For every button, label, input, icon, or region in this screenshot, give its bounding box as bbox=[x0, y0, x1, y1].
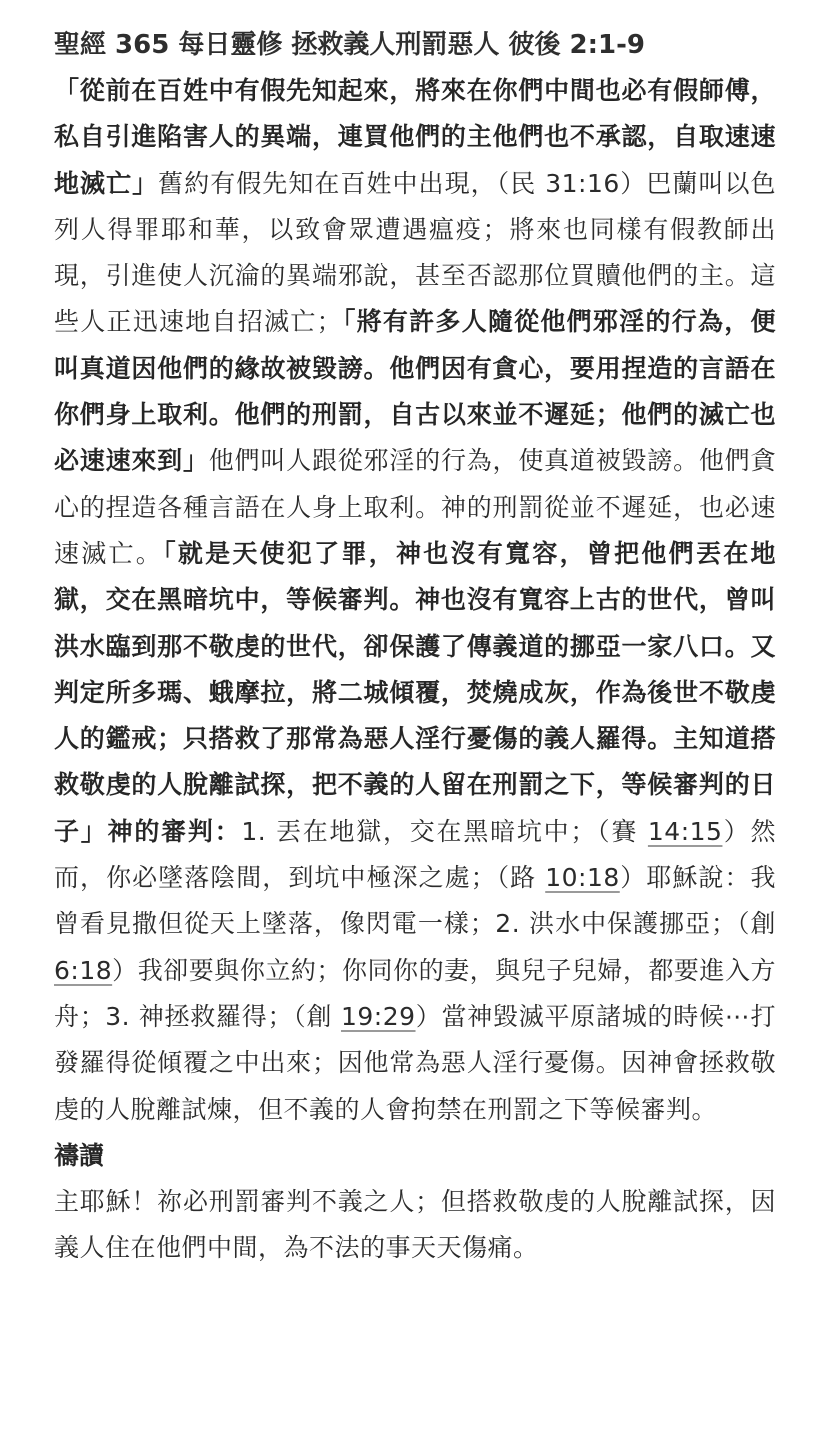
commentary-7: ）當神毀滅平原諸城的時候⋯打發羅得從傾覆之中出來；因他常為惡人淫行憂傷。因神會拯救敬虔的人脫離試煉，但不義的人會拘禁在刑罰之下等候審判。 bbox=[54, 1001, 776, 1124]
article-body bbox=[54, 68, 776, 1133]
judgment-heading: 神的審判： bbox=[107, 816, 242, 846]
scripture-quote-1: 「從前在百姓中有假先知起來，將來在你們中間也必有假師傅，私自引進陷害人的異端，連買他們的主他們也不承認，自取速速地滅亡」 bbox=[54, 76, 776, 198]
scripture-quote-2: 「將有許多人隨從他們邪淫的行為，便叫真道因他們的緣故被毀謗。他們因有貪心，要用捏造的言語在你們身上取利。他們的刑罰，自古以來並不遲延；他們的滅亡也必速速來到」 bbox=[54, 307, 776, 476]
verse-link-luke[interactable]: 10:18 bbox=[545, 863, 620, 893]
prayer-heading: 禱讀 bbox=[54, 1140, 105, 1170]
verse-link-isaiah[interactable]: 14:15 bbox=[647, 816, 723, 846]
commentary-5: ）耶穌說：我曾看見撒但從天上墜落，像閃電一樣；2. 洪水中保護挪亞；（創 bbox=[54, 863, 776, 939]
scripture-quote-3: 「就是天使犯了罪，神也沒有寬容，曾把他們丟在地獄，交在黑暗坑中，等候審判。神也沒有寬容上古的世代，曾叫洪水臨到那不敬虔的世代，卻保護了傳義道的挪亞一家八口。又判定所多瑪、蛾摩拉，將二城傾覆，焚燒成灰，作為後世不敬虔人的鑑戒；只搭救了那常為惡人淫行憂傷的義人羅得。主知道搭救敬虔的人脫離試探，把不義的人留在刑罰之下，等候審判的日子」 bbox=[54, 538, 776, 846]
commentary-2: 他們叫人跟從邪淫的行為，使真道被毀謗。他們貪心的捏造各種言語在人身上取利。神的刑罰從並不遲延，也必速速滅亡。 bbox=[54, 446, 776, 568]
verse-link-genesis-6[interactable]: 6:18 bbox=[54, 955, 113, 985]
commentary-4: ）然而，你必墜落陰間，到坑中極深之處；（路 bbox=[54, 816, 776, 893]
commentary-6: ）我卻要與你立約；你同你的妻，與兒子兒婦，都要進入方舟；3. 神拯救羅得；（創 bbox=[54, 955, 776, 1031]
devotional-article bbox=[54, 22, 776, 1271]
prayer-text: 主耶穌！祢必刑罰審判不義之人；但搭救敬虔的人脫離試探，因義人住在他們中間，為不法的事天天傷痛。 bbox=[54, 1186, 776, 1263]
article-title: 聖經 365 每日靈修 拯救義人刑罰惡人 彼後 2:1-9 bbox=[54, 30, 645, 60]
commentary-1: 舊約有假先知在百姓中出現，（民 31:16）巴蘭叫以色列人得罪耶和華，以致會眾遭遇瘟疫；將來也同樣有假教師出現，引進使人沉淪的異端邪說，甚至否認那位買贖他們的主。這些人正迅速地自招滅亡； bbox=[54, 168, 776, 337]
commentary-3: 1. 丟在地獄，交在黑暗坑中；（賽 bbox=[241, 816, 648, 846]
verse-link-genesis-19[interactable]: 19:29 bbox=[340, 1001, 416, 1031]
